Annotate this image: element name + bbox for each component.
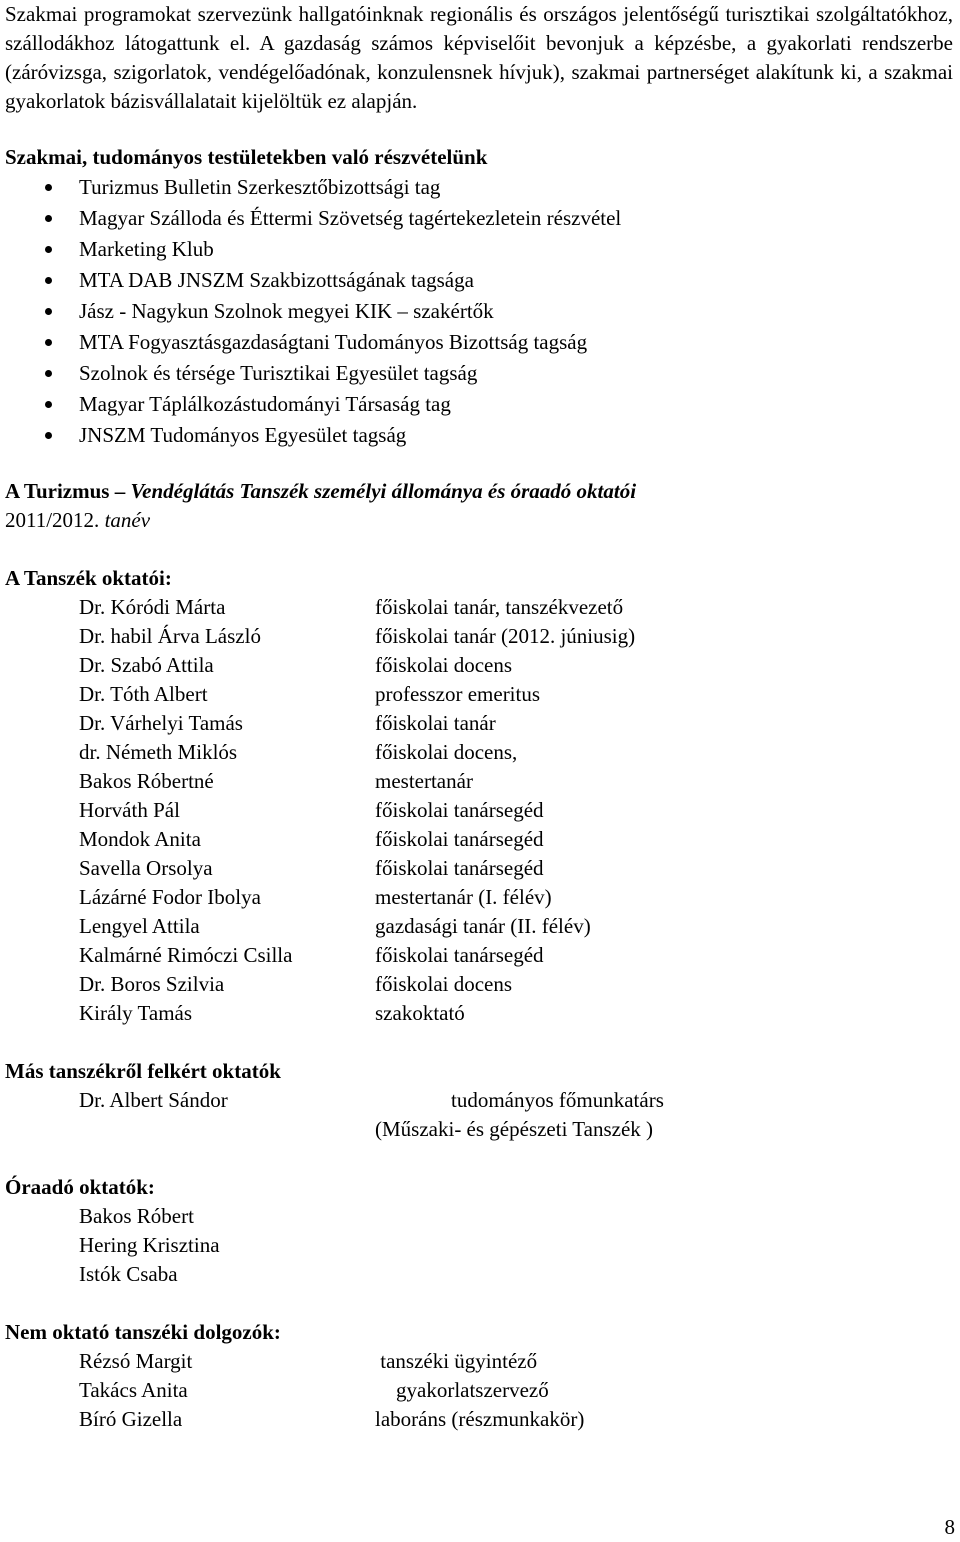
table-row xyxy=(5,1086,953,1115)
table-row xyxy=(5,854,953,883)
hourly-teacher-name: Bakos Róbert xyxy=(79,1204,194,1228)
table-row xyxy=(5,1376,953,1405)
list-item-text: Magyar Szálloda és Éttermi Szövetség tagértekezletein részvétel xyxy=(79,206,622,230)
teacher-role: mestertanár xyxy=(375,769,473,793)
teacher-role: mestertanár (I. félév) xyxy=(375,885,552,909)
teacher-name: Savella Orsolya xyxy=(79,856,213,880)
list-item xyxy=(5,420,953,451)
non-teaching-staff-heading-text: Nem oktató tanszéki dolgozók: xyxy=(5,1320,281,1344)
teacher-name: Dr. Kóródi Márta xyxy=(79,595,226,619)
list-item-text: Jász - Nagykun Szolnok megyei KIK – szakértők xyxy=(79,299,494,323)
hourly-teacher-name: Istók Csaba xyxy=(79,1262,178,1286)
teacher-name: Dr. Tóth Albert xyxy=(79,682,208,706)
teacher-name: Horváth Pál xyxy=(79,798,180,822)
teacher-role: gazdasági tanár (II. félév) xyxy=(375,914,591,938)
teacher-name: Mondok Anita xyxy=(79,827,201,851)
table-row xyxy=(5,622,953,651)
academic-year-suffix: tanév xyxy=(99,508,151,532)
staff-name: Takács Anita xyxy=(79,1378,188,1402)
staff-name: Bíró Gizella xyxy=(79,1407,183,1431)
list-item-text: Magyar Táplálkozástudományi Társaság tag xyxy=(79,392,451,416)
teacher-role: szakoktató xyxy=(375,1001,465,1025)
staff-role: laboráns (részmunkakör) xyxy=(375,1407,585,1431)
teacher-name: Dr. Boros Szilvia xyxy=(79,972,225,996)
bullet-icon xyxy=(45,401,52,408)
teacher-role: főiskolai tanársegéd xyxy=(375,856,544,880)
teacher-name: Bakos Róbertné xyxy=(79,769,214,793)
list-item xyxy=(5,296,953,327)
table-row xyxy=(5,1347,953,1376)
department-teachers-list xyxy=(5,593,953,1028)
intro-paragraph: Szakmai programokat szervezünk hallgatóinknak regionális és országos jelentőségű turisztikai szolgáltatókhoz, szállodákhoz látogattunk el. A gazdaság számos képviselőit bevonjuk a képzésbe, a gyakorlati rendszerbe (záróvizsga, szigorlatok, vendégelőadónak, konzulensnek hívjuk), szakmai partnerséget alakítunk ki, a szakmai gyakorlatok bázisvállalatait kijelöltük ez alapján. xyxy=(5,2,953,113)
list-item xyxy=(5,234,953,265)
table-row xyxy=(5,1405,953,1434)
list-item xyxy=(5,327,953,358)
list-item-text: Szolnok és térsége Turisztikai Egyesület tagság xyxy=(79,361,478,385)
staff-name: Rézsó Margit xyxy=(79,1349,193,1373)
teacher-name: Dr. habil Árva László xyxy=(79,624,261,648)
staff-title-part1: A Turizmus – xyxy=(5,479,131,503)
bullet-icon xyxy=(45,432,52,439)
teacher-name: Dr. Várhelyi Tamás xyxy=(79,711,243,735)
bullet-icon xyxy=(45,184,52,191)
list-item xyxy=(5,389,953,420)
teacher-role: főiskolai docens xyxy=(375,653,513,677)
teacher-role: főiskolai docens, xyxy=(375,740,518,764)
table-row xyxy=(5,651,953,680)
academic-year xyxy=(5,506,953,535)
table-row xyxy=(5,970,953,999)
academic-year-value: 2011/2012. xyxy=(5,508,100,532)
staff-role: tanszéki ügyintéző xyxy=(375,1349,538,1373)
list-item xyxy=(5,203,953,234)
external-teachers-heading: Más tanszékről felkért oktatók xyxy=(5,1059,281,1083)
bullet-icon xyxy=(45,215,52,222)
staff-title xyxy=(5,477,953,506)
table-row xyxy=(5,912,953,941)
table-row xyxy=(5,883,953,912)
teacher-role: főiskolai tanársegéd xyxy=(375,798,544,822)
bullet-icon xyxy=(45,277,52,284)
staff-role: gyakorlatszervező xyxy=(375,1378,549,1402)
teacher-role: főiskolai tanár (2012. júniusig) xyxy=(375,624,636,648)
bullet-icon xyxy=(45,370,52,377)
list-item xyxy=(5,265,953,296)
table-row xyxy=(5,796,953,825)
teacher-name: Dr. Szabó Attila xyxy=(79,653,214,677)
memberships-heading: Szakmai, tudományos testületekben való részvételünk xyxy=(5,145,488,169)
table-row xyxy=(5,709,953,738)
table-row xyxy=(5,1115,953,1144)
bullet-icon xyxy=(45,339,52,346)
non-teaching-staff-heading xyxy=(5,1318,953,1347)
teacher-name: Lázárné Fodor Ibolya xyxy=(79,885,261,909)
external-teacher-department: (Műszaki- és gépészeti Tanszék ) xyxy=(375,1117,654,1141)
table-row xyxy=(5,593,953,622)
table-row xyxy=(5,941,953,970)
list-item-text: Marketing Klub xyxy=(79,237,214,261)
list-item-text: MTA Fogyasztásgazdaságtani Tudományos Bizottság tagság xyxy=(79,330,588,354)
teacher-name: Király Tamás xyxy=(79,1001,193,1025)
teacher-name: Lengyel Attila xyxy=(79,914,200,938)
list-item xyxy=(5,172,953,203)
page-number: 8 xyxy=(944,1515,955,1539)
teacher-role: főiskolai tanársegéd xyxy=(375,827,544,851)
staff-title-part2: Vendéglátás Tanszék személyi állománya és óraadó oktatói xyxy=(130,479,637,503)
list-item-text: Turizmus Bulletin Szerkesztőbizottsági tag xyxy=(79,175,441,199)
list-item xyxy=(5,1202,953,1231)
bullet-icon xyxy=(45,246,52,253)
list-item-text: JNSZM Tudományos Egyesület tagság xyxy=(79,423,407,447)
department-teachers-heading: A Tanszék oktatói: xyxy=(5,566,172,590)
external-teacher-role: tudományos főmunkatárs xyxy=(451,1088,664,1112)
hourly-teachers-heading: Óraadó oktatók: xyxy=(5,1175,155,1199)
memberships-list xyxy=(5,172,953,451)
list-item xyxy=(5,1260,953,1289)
teacher-name: Kalmárné Rimóczi Csilla xyxy=(79,943,293,967)
external-teacher-name: Dr. Albert Sándor xyxy=(79,1088,228,1112)
table-row xyxy=(5,738,953,767)
teacher-role: főiskolai tanár xyxy=(375,711,496,735)
table-row xyxy=(5,767,953,796)
teacher-role: főiskolai docens xyxy=(375,972,513,996)
table-row xyxy=(5,825,953,854)
table-row xyxy=(5,999,953,1028)
table-row xyxy=(5,680,953,709)
list-item xyxy=(5,1231,953,1260)
list-item-text: MTA DAB JNSZM Szakbizottságának tagsága xyxy=(79,268,474,292)
list-item xyxy=(5,358,953,389)
teacher-name: dr. Németh Miklós xyxy=(79,740,238,764)
teacher-role: főiskolai tanár, tanszékvezető xyxy=(375,595,624,619)
hourly-teacher-name: Hering Krisztina xyxy=(79,1233,220,1257)
bullet-icon xyxy=(45,308,52,315)
document-page xyxy=(5,0,953,1434)
teacher-role: professzor emeritus xyxy=(375,682,541,706)
teacher-role: főiskolai tanársegéd xyxy=(375,943,544,967)
